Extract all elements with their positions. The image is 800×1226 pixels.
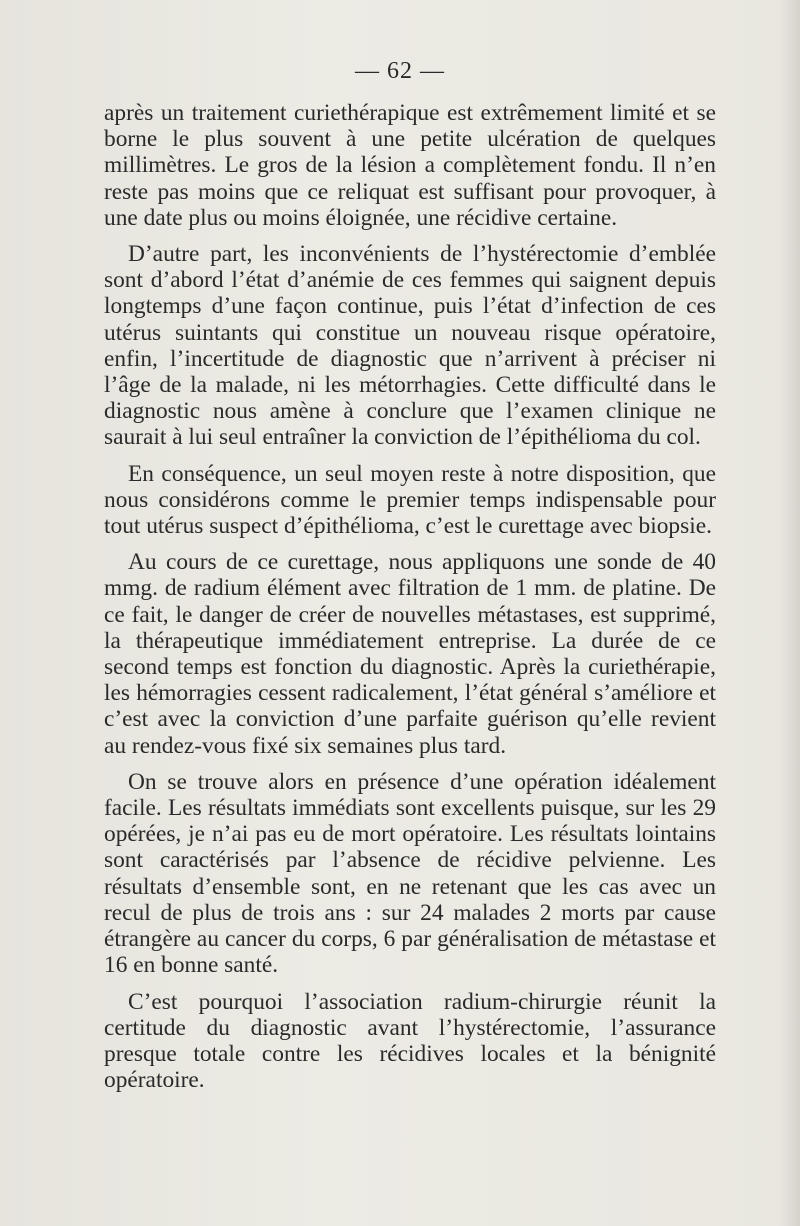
paragraph-consequence: En conséquence, un seul moyen reste à notre disposition, que nous considérons comme le premier temps indispensable pour tout utérus suspect d’épithélioma, c’est le curettage avec biopsie. (104, 460, 716, 540)
paragraph-curettage: Au cours de ce curettage, nous appliquons une sonde de 40 mmg. de radium élément avec filtration de 1 mm. de platine. De ce fait, le danger de créer de nouvelles métastases, est supprimé, la thérapeutique immédiatement entreprise. La durée de ce second temps est fonction du diagnostic. Après la curiethérapie, les hémorragies cessent radicalement, l’état général s’améliore et c’est avec la conviction d’une parfaite guérison qu’elle revient au rendez-vous fixé six semaines plus tard. (104, 549, 716, 759)
page-edge-shadow (778, 0, 800, 1226)
paragraph-inconvenients: D’autre part, les inconvénients de l’hystérectomie d’emblée sont d’abord l’état d’anémie de ces femmes qui saignent depuis longtemps d’une façon continue, puis l’état d’infection de ces utérus suintants qui constitue un nouveau risque opératoire, enfin, l’incertitude de diagnostic que n’arrivent à préciser ni l’âge de la malade, ni les métorrhagies. Cette difficulté dans le diagnostic nous amène à conclure que l’examen clinique ne saurait à lui seul entraîner la conviction de l’épithélioma du col. (104, 241, 716, 451)
paragraph-continuation: après un traitement curiethérapique est extrêmement limité et se borne le plus souvent à une petite ulcération de quelques millimètres. Le gros de la lésion a complètement fondu. Il n’en reste pas moins que ce reliquat est suffisant pour provoquer, à une date plus ou moins éloignée, une récidive certaine. (104, 100, 716, 231)
page-number: — 62 — (355, 58, 445, 84)
paragraph-resultats: On se trouve alors en présence d’une opération idéalement facile. Les résultats immédiats sont excellents puisque, sur les 29 opérées, je n’ai pas eu de mort opératoire. Les résultats lointains sont caractérisés par l’absence de récidive pelvienne. Les résultats d’ensemble sont, en ne retenant que les cas avec un recul de plus de trois ans : sur 24 malades 2 morts par cause étrangère au cancer du corps, 6 par généralisation de métastase et 16 en bonne santé. (104, 768, 716, 979)
body-text (104, 100, 716, 1103)
paragraph-conclusion: C’est pourquoi l’association radium-chirurgie réunit la certitude du diagnostic avant l’hystérectomie, l’assurance presque totale contre les récidives locales et la bénignité opératoire. (104, 988, 716, 1094)
